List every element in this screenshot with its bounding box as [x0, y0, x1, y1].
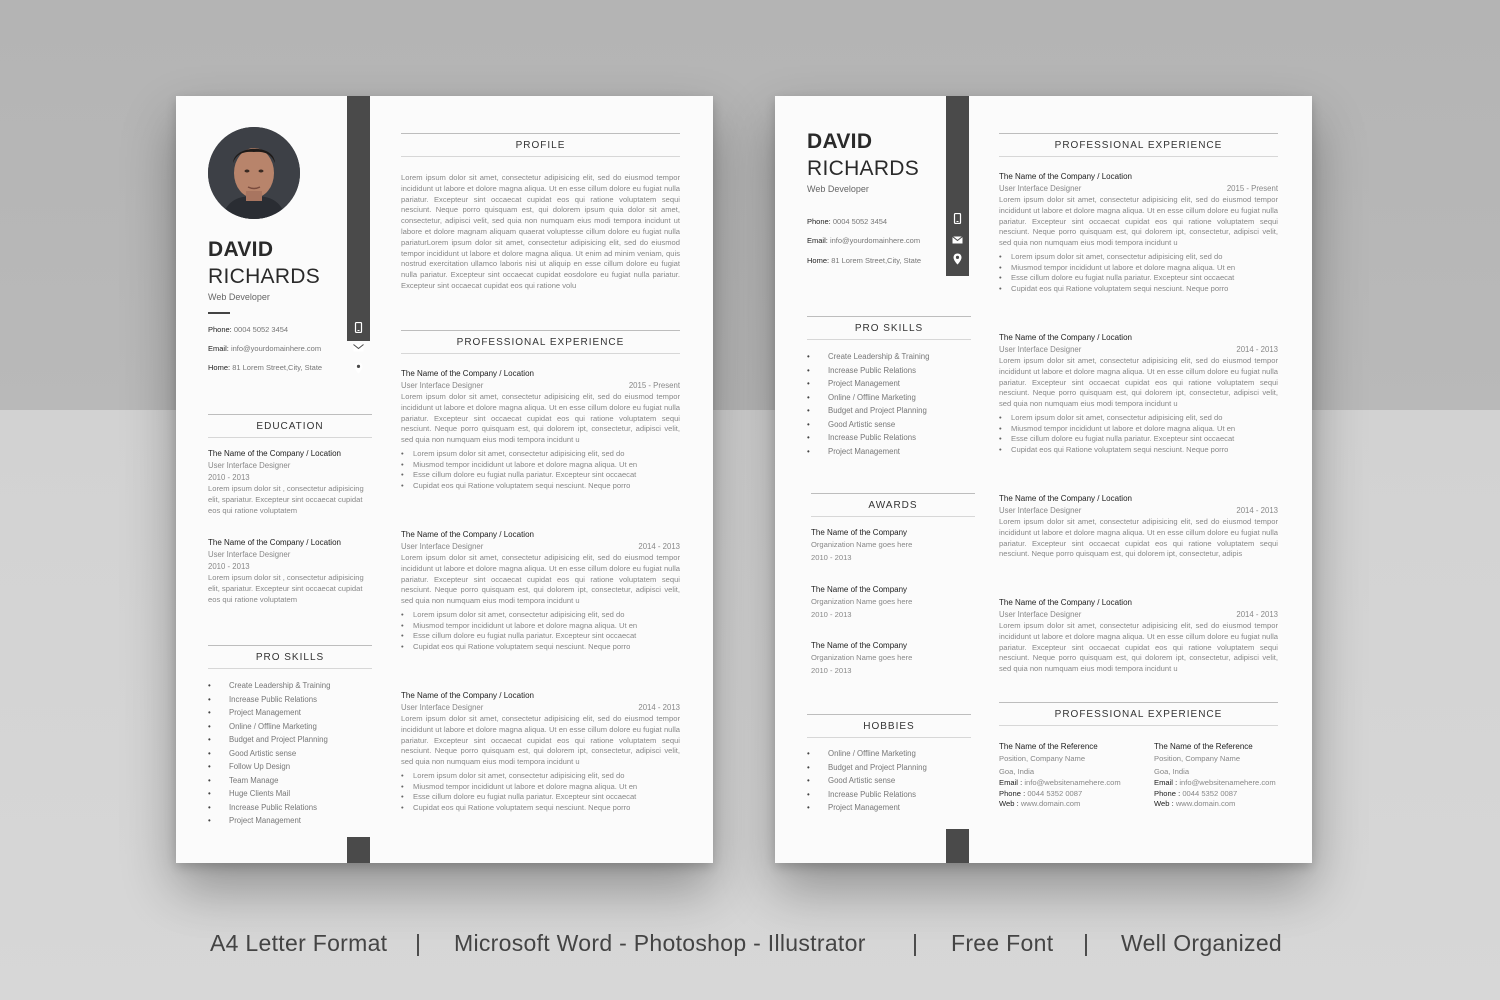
contact-phone: Phone: 0004 5052 3454 [807, 217, 888, 226]
list-item: • Increase Public Relations [807, 788, 927, 802]
caption-a4: A4 Letter Format [210, 930, 388, 956]
list-item: • Huge Clients Mail [208, 787, 330, 801]
phone-icon [953, 213, 962, 224]
profile-text: Lorem ipsum dolor sit amet, consectetur adipisicing elit, sed do eiusmod tempor incididunt ut labore et dolore magna aliqua. Ut en esse cillum dolore eu fugiat nulla pariatur. Excepteur sint occaecat cupidat eos qui ratione voluptatem sequi nesciunt. Neque porro quisquam est, qui dolorem ipsum quia dolor sit amet, consectetur, adipisci velit, sed quia non numquam eius modi tempora incidunt ut labore et dolore magnam aliquam quaerat voluptesse cillum dolore eu fugiat nulla pariaturLorem ipsum dolor sit amet, consectetur adipisicing elit, sed do eiusmod tempor incididunt ut labore et dolore magna aliqua. Ut enim ad minim veniam, quis nostrud exercitation ullamco laboris nisi ut aliquip en esse cillum dolore eu fugiat nulla pariatur. Excepteur sint occaecat cupidat eosdolore eu fugiat nulla pariatur. Excepteur sint occaecat cupidat eos qui ratione volu [401, 173, 680, 290]
accent-bar-top [347, 96, 370, 341]
skills-list [807, 350, 929, 458]
list-item: • Good Artistic sense [807, 774, 927, 788]
list-item: • Lorem ipsum dolor sit amet, consectetur adipisicing elit, sed do [999, 252, 1278, 263]
education-item: The Name of the Company / Location User Interface Designer 2010 - 2013 Lorem ipsum dolor sit , consectetur adipisicing elit, spariatur. Excepteur sint occaecat cupidat eos qui ratione voluptatem [208, 449, 364, 515]
list-item: • Create Leadership & Training [807, 350, 929, 364]
experience-item: The Name of the Company / Location User Interface Designer 2015 - Present Lorem ipsum dolor sit amet, consectetur adipisicing elit, sed do eiusmod tempor incididunt ut labore et dolore magna aliqua. Ut en esse cillum dolore eu fugiat nulla pariatur. Excepteur sint occaecat cupidat eos qui ratione voluptatem sequi nesciunt. Neque porro quisquam est, qui dolorem ipt, consectetur, adipisci velit, sed quia non numquam eius modi tempora incidunt u • Lorem ipsum dolor sit amet, consectetur adipisicing elit, sed do • Miusmod tempor incididunt ut labore et dolore magna aliqua. Ut en • Esse cillum dolore eu fugiat nulla pariatur. Excepteur sint occaecat • Cupidat eos qui Ratione voluptatem sequi nesciunt. Neque porro [999, 172, 1278, 294]
list-item: • Online / Offline Marketing [807, 747, 927, 761]
accent-bar-bottom [946, 829, 969, 863]
job-title: Web Developer [208, 292, 270, 302]
list-item: • Miusmod tempor incididunt ut labore et dolore magna aliqua. Ut en [401, 460, 680, 471]
list-item: • Lorem ipsum dolor sit amet, consectetur adipisicing elit, sed do [401, 610, 680, 621]
caption-organized: Well Organized [1121, 930, 1283, 956]
experience-item: The Name of the Company / Location User Interface Designer 2014 - 2013 Lorem ipsum dolor sit amet, consectetur adipisicing elit, sed do eiusmod tempor incididunt ut labore et dolore magna aliqua. Ut en esse cillum dolore eu fugiat nulla pariatur. Excepteur sint occaecat cupidat eos qui ratione voluptatem sequi nesciunt. Neque porro quisquam est, qui dolorem ipt, consectetur, adipisci velit, sed quia non numquam eius modi tempora incidunt u • Lorem ipsum dolor sit amet, consectetur adipisicing elit, sed do • Miusmod tempor incididunt ut labore et dolore magna aliqua. Ut en • Esse cillum dolore eu fugiat nulla pariatur. Excepteur sint occaecat • Cupidat eos qui Ratione voluptatem sequi nesciunt. Neque porro [401, 691, 680, 813]
phone-icon [354, 322, 363, 333]
caption-separator: | [415, 930, 422, 956]
list-item: • Online / Offline Marketing [208, 720, 330, 734]
list-item: • Increase Public Relations [208, 693, 330, 707]
contact-home: Home: 81 Lorem Street,City, State [807, 256, 922, 265]
first-name: DAVID [807, 130, 873, 153]
experience-heading: PROFESSIONAL EXPERIENCE [999, 702, 1278, 726]
list-item: • Lorem ipsum dolor sit amet, consectetur adipisicing elit, sed do [401, 771, 680, 782]
list-item: • Miusmod tempor incididunt ut labore et dolore magna aliqua. Ut en [401, 621, 680, 632]
resume-page-2 [775, 96, 1312, 863]
caption-separator: | [1083, 930, 1090, 956]
list-item: • Increase Public Relations [208, 801, 330, 815]
contact-home: Home: 81 Lorem Street,City, State [208, 363, 323, 372]
education-heading: EDUCATION [208, 414, 372, 438]
list-item: • Esse cillum dolore eu fugiat nulla pariatur. Excepteur sint occaecat [401, 470, 680, 481]
award-item: The Name of the Company Organization Name goes here 2010 - 2013 [811, 585, 913, 619]
experience-item: The Name of the Company / Location User Interface Designer 2014 - 2013 Lorem ipsum dolor sit amet, consectetur adipisicing elit, sed do eiusmod tempor incididunt ut labore et dolore magna aliqua. Ut en esse cillum dolore eu fugiat nulla pariatur. Excepteur sint occaecat cupidat eos qui ratione voluptatem sequi nesciunt. Neque porro quisquam est, qui dolorem ipt, consectetur, adipisci velit, sed quia non numquam eius modi tempora incidunt u • Lorem ipsum dolor sit amet, consectetur adipisicing elit, sed do • Miusmod tempor incididunt ut labore et dolore magna aliqua. Ut en • Esse cillum dolore eu fugiat nulla pariatur. Excepteur sint occaecat • Cupidat eos qui Ratione voluptatem sequi nesciunt. Neque porro [401, 530, 680, 652]
list-item: • Increase Public Relations [807, 431, 929, 445]
envelope-icon [952, 236, 963, 244]
last-name: RICHARDS [807, 157, 920, 180]
list-item: • Cupidat eos qui Ratione voluptatem sequi nesciunt. Neque porro [401, 481, 680, 492]
resume-name [208, 236, 320, 290]
experience-heading: PROFESSIONAL EXPERIENCE [999, 133, 1278, 157]
location-pin-icon [354, 362, 363, 374]
contact-email: Email: info@yourdomainhere.com [807, 236, 921, 245]
reference-item: The Name of the Reference Position, Company Name Goa, India Email : info@websitenamehere.com Phone : 0044 5352 0087 Web : www.domain.com [1154, 742, 1276, 808]
list-item: • Lorem ipsum dolor sit amet, consectetur adipisicing elit, sed do [401, 449, 680, 460]
list-item: • Increase Public Relations [807, 364, 929, 378]
reference-item: The Name of the Reference Position, Company Name Goa, India Email : info@websitenamehere.com Phone : 0044 5352 0087 Web : www.domain.com [999, 742, 1121, 808]
location-pin-icon [953, 253, 962, 265]
list-item: • Lorem ipsum dolor sit amet, consectetur adipisicing elit, sed do [999, 413, 1278, 424]
list-item: • Miusmod tempor incididunt ut labore et dolore magna aliqua. Ut en [401, 782, 680, 793]
education-item: The Name of the Company / Location User Interface Designer 2010 - 2013 Lorem ipsum dolor sit , consectetur adipisicing elit, spariatur. Excepteur sint occaecat cupidat eos qui ratione voluptatem [208, 538, 364, 604]
caption-separator: | [912, 930, 919, 956]
list-item: • Esse cillum dolore eu fugiat nulla pariatur. Excepteur sint occaecat [999, 434, 1278, 445]
list-item: • Budget and Project Planning [807, 761, 927, 775]
list-item: • Cupidat eos qui Ratione voluptatem sequi nesciunt. Neque porro [999, 445, 1278, 456]
list-item: • Esse cillum dolore eu fugiat nulla pariatur. Excepteur sint occaecat [401, 631, 680, 642]
hobbies-list [807, 747, 927, 815]
resume-page-1 [176, 96, 713, 863]
list-item: • Create Leadership & Training [208, 679, 330, 693]
caption-apps: Microsoft Word - Photoshop - Illustrator [454, 930, 866, 956]
last-name: RICHARDS [208, 265, 321, 288]
list-item: • Cupidat eos qui Ratione voluptatem sequi nesciunt. Neque porro [999, 284, 1278, 295]
hobbies-heading: HOBBIES [807, 714, 971, 738]
list-item: • Follow Up Design [208, 760, 330, 774]
accent-bar-bottom [347, 837, 370, 863]
list-item: • Project Management [807, 801, 927, 815]
contact-phone: Phone: 0004 5052 3454 [208, 325, 289, 334]
list-item: • Project Management [807, 445, 929, 459]
list-item: • Esse cillum dolore eu fugiat nulla pariatur. Excepteur sint occaecat [401, 792, 680, 803]
list-item: • Budget and Project Planning [208, 733, 330, 747]
list-item: • Team Manage [208, 774, 330, 788]
list-item: • Esse cillum dolore eu fugiat nulla pariatur. Excepteur sint occaecat [999, 273, 1278, 284]
job-title: Web Developer [807, 184, 869, 194]
experience-heading: PROFESSIONAL EXPERIENCE [401, 330, 680, 354]
list-item: • Project Management [807, 377, 929, 391]
caption-font: Free Font [951, 930, 1054, 956]
list-item: • Cupidat eos qui Ratione voluptatem sequi nesciunt. Neque porro [401, 803, 680, 814]
avatar [208, 127, 300, 219]
accent-bar-top [946, 96, 969, 276]
contact-email: Email: info@yourdomainhere.com [208, 344, 322, 353]
envelope-icon [353, 344, 364, 352]
list-item: • Miusmod tempor incididunt ut labore et dolore magna aliqua. Ut en [999, 263, 1278, 274]
list-item: • Good Artistic sense [807, 418, 929, 432]
resume-name [807, 128, 919, 182]
list-item: • Miusmod tempor incididunt ut labore et dolore magna aliqua. Ut en [999, 424, 1278, 435]
list-item: • Online / Offline Marketing [807, 391, 929, 405]
award-item: The Name of the Company Organization Name goes here 2010 - 2013 [811, 528, 913, 562]
list-item: • Project Management [208, 706, 330, 720]
experience-item: The Name of the Company / Location User Interface Designer 2014 - 2013 Lorem ipsum dolor sit amet, consectetur adipisicing elit, sed do eiusmod tempor incididunt ut labore et dolore magna aliqua. Ut en esse cillum dolore eu fugiat nulla pariatur. Excepteur sint occaecat cupidat eos qui ratione voluptatem sequi nesciunt. Neque porro quisquam est, qui dolorem ipt, consectetur, adipis [999, 494, 1278, 559]
divider [208, 312, 230, 314]
list-item: • Cupidat eos qui Ratione voluptatem sequi nesciunt. Neque porro [401, 642, 680, 653]
experience-item: The Name of the Company / Location User Interface Designer 2014 - 2013 Lorem ipsum dolor sit amet, consectetur adipisicing elit, sed do eiusmod tempor incididunt ut labore et dolore magna aliqua. Ut en esse cillum dolore eu fugiat nulla pariatur. Excepteur sint occaecat cupidat eos qui ratione voluptatem sequi nesciunt. Neque porro quisquam est, qui dolorem ipt, consectetur, adipisci velit, sed quia non numquam eius modi tempora incidunt u [999, 598, 1278, 674]
list-item: • Project Management [208, 814, 330, 828]
profile-heading: PROFILE [401, 133, 680, 157]
experience-item: The Name of the Company / Location User Interface Designer 2015 - Present Lorem ipsum dolor sit amet, consectetur adipisicing elit, sed do eiusmod tempor incididunt ut labore et dolore magna aliqua. Ut en esse cillum dolore eu fugiat nulla pariatur. Excepteur sint occaecat cupidat eos qui ratione voluptatem sequi nesciunt. Neque porro quisquam est, qui dolorem ipt, consectetur, adipisci velit, sed quia non numquam eius modi tempora incidunt u • Lorem ipsum dolor sit amet, consectetur adipisicing elit, sed do • Miusmod tempor incididunt ut labore et dolore magna aliqua. Ut en • Esse cillum dolore eu fugiat nulla pariatur. Excepteur sint occaecat • Cupidat eos qui Ratione voluptatem sequi nesciunt. Neque porro [401, 369, 680, 491]
skills-heading: PRO SKILLS [208, 645, 372, 669]
experience-item: The Name of the Company / Location User Interface Designer 2014 - 2013 Lorem ipsum dolor sit amet, consectetur adipisicing elit, sed do eiusmod tempor incididunt ut labore et dolore magna aliqua. Ut en esse cillum dolore eu fugiat nulla pariatur. Excepteur sint occaecat cupidat eos qui ratione voluptatem sequi nesciunt. Neque porro quisquam est, qui dolorem ipt, consectetur, adipisci velit, sed quia non numquam eius modi tempora incidunt u • Lorem ipsum dolor sit amet, consectetur adipisicing elit, sed do • Miusmod tempor incididunt ut labore et dolore magna aliqua. Ut en • Esse cillum dolore eu fugiat nulla pariatur. Excepteur sint occaecat • Cupidat eos qui Ratione voluptatem sequi nesciunt. Neque porro [999, 333, 1278, 455]
award-item: The Name of the Company Organization Name goes here 2010 - 2013 [811, 641, 913, 675]
list-item: • Good Artistic sense [208, 747, 330, 761]
list-item: • Budget and Project Planning [807, 404, 929, 418]
skills-list [208, 679, 330, 828]
awards-heading: AWARDS [811, 493, 975, 517]
first-name: DAVID [208, 238, 274, 261]
skills-heading: PRO SKILLS [807, 316, 971, 340]
feature-caption [0, 930, 1500, 966]
